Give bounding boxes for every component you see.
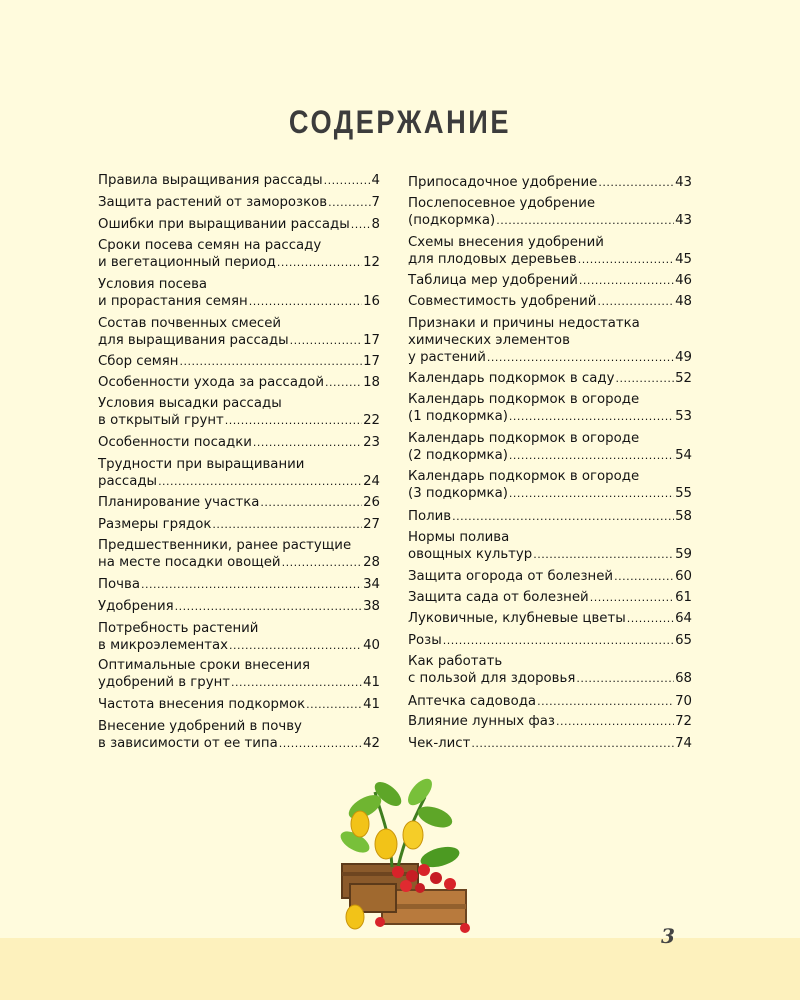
dot-leader — [452, 508, 674, 525]
toc-entry-title-line: Трудности при выращивании — [98, 457, 305, 472]
toc-entry-page: 55 — [675, 486, 692, 501]
dot-leader — [590, 589, 674, 606]
toc-entry-title: Частота внесения подкормок — [98, 697, 306, 712]
toc-entry-title: Сбор семян — [98, 354, 179, 369]
toc-entry-title-line: Внесение удобрений в почву — [98, 719, 302, 734]
toc-entry-line — [408, 713, 692, 730]
toc-entry[interactable] — [408, 713, 692, 730]
toc-entry-line — [408, 546, 692, 563]
toc-entry-line — [98, 637, 380, 654]
toc-entry-title: Почва — [98, 577, 140, 592]
toc-entry-line — [98, 374, 380, 391]
toc-entry-title-line: Предшественники, ранее растущие — [98, 538, 352, 553]
toc-entry-line — [98, 194, 380, 211]
dot-leader — [231, 674, 362, 691]
toc-entry-title: Удобрения — [98, 599, 174, 614]
toc-entry-title: Размеры грядок — [98, 517, 212, 532]
toc-entry-line — [98, 516, 380, 533]
toc-entry-page: 46 — [675, 273, 692, 288]
dot-leader — [282, 554, 362, 571]
toc-entry-page: 49 — [675, 350, 692, 365]
dot-leader — [579, 272, 674, 289]
dot-leader — [290, 332, 362, 349]
page-number: 3 — [661, 924, 675, 948]
toc-entry-page: 74 — [675, 736, 692, 751]
toc-entry-line — [98, 674, 380, 691]
toc-entry-title: у растений — [408, 350, 486, 365]
dot-leader — [277, 254, 362, 271]
toc-entry-line — [98, 254, 380, 271]
toc-entry-page: 23 — [363, 435, 380, 450]
dot-leader — [533, 546, 674, 563]
toc-entry-line — [408, 174, 692, 191]
toc-entry-page: 72 — [675, 714, 692, 729]
toc-entry-title-line: Сроки посева семян на рассаду — [98, 238, 322, 253]
toc-entry-title: Защита сада от болезней — [408, 590, 589, 605]
toc-entry[interactable] — [98, 598, 380, 615]
toc-entry[interactable] — [408, 735, 692, 752]
toc-entry-line — [98, 172, 380, 189]
toc-entry-page: 17 — [363, 354, 380, 369]
toc-entry-line — [408, 272, 692, 289]
toc-entry-title-line: Календарь подкормок в огороде — [408, 392, 640, 407]
toc-entry-page: 22 — [363, 413, 380, 428]
toc-entry-page: 41 — [363, 675, 380, 690]
toc-entry-title: Полив — [408, 509, 452, 524]
toc-entry-page: 26 — [363, 495, 380, 510]
toc-entry[interactable] — [98, 696, 380, 713]
toc-entry-page: 41 — [363, 697, 380, 712]
toc-entry-line — [408, 485, 692, 502]
dot-leader — [509, 447, 674, 464]
bottom-band — [0, 938, 800, 1000]
toc-entry-line — [98, 216, 380, 233]
toc-entry-page: 64 — [675, 611, 692, 626]
toc-entry-title: Влияние лунных фаз — [408, 714, 555, 729]
dot-leader — [615, 370, 674, 387]
dot-leader — [471, 735, 674, 752]
toc-entry-page: 7 — [371, 195, 380, 210]
toc-entry-page: 38 — [363, 599, 380, 614]
page-title: СОДЕРЖАНИЕ — [288, 104, 512, 140]
toc-entry-title: (3 подкормка) — [408, 486, 508, 501]
toc-entry-title-line: Условия посева — [98, 277, 208, 292]
dot-leader — [158, 473, 362, 490]
dot-leader — [175, 598, 362, 615]
toc-entry[interactable] — [98, 172, 380, 189]
dot-leader — [180, 353, 363, 370]
toc-entry-page: 17 — [363, 333, 380, 348]
toc-entry-title-line: Календарь подкормок в огороде — [408, 431, 640, 446]
toc-entry-title-line: Календарь подкормок в огороде — [408, 469, 640, 484]
dot-leader — [212, 516, 362, 533]
toc-entry[interactable] — [98, 576, 380, 593]
toc-entry-page: 48 — [675, 294, 692, 309]
toc-entry-page: 40 — [363, 638, 380, 653]
toc-entry[interactable] — [98, 434, 380, 451]
toc-entry-line — [408, 408, 692, 425]
toc-entry-title-line: Условия высадки рассады — [98, 396, 282, 411]
garden-illustration — [320, 772, 480, 937]
toc-entry-title: Особенности посадки — [98, 435, 252, 450]
toc-entry-page: 45 — [675, 252, 692, 267]
toc-entry[interactable] — [98, 276, 380, 310]
toc-entry-title: в микроэлементах — [98, 638, 228, 653]
toc-entry-title-line: Как работать — [408, 654, 503, 669]
toc-entry[interactable] — [98, 620, 380, 654]
toc-entry-line — [98, 735, 380, 752]
dot-leader — [306, 696, 362, 713]
toc-entry-page: 60 — [675, 569, 692, 584]
toc-entry[interactable] — [408, 653, 692, 687]
toc-entry-line — [98, 554, 380, 571]
toc-entry-line — [408, 251, 692, 268]
toc-entry-line — [98, 576, 380, 593]
toc-entry-page: 43 — [675, 213, 692, 228]
dot-leader — [443, 632, 674, 649]
toc-entry-title: Особенности ухода за рассадой — [98, 375, 324, 390]
toc-entry[interactable] — [98, 374, 380, 391]
toc-entry[interactable] — [408, 468, 692, 502]
toc-entry-line — [408, 447, 692, 464]
dot-leader — [279, 735, 362, 752]
toc-entry-line — [408, 693, 692, 710]
toc-entry-title: Планирование участка — [98, 495, 260, 510]
dot-leader — [509, 408, 674, 425]
toc-entry[interactable] — [408, 370, 692, 387]
toc-entry-title-line: Оптимальные сроки внесения — [98, 658, 310, 673]
dot-leader — [141, 576, 362, 593]
dot-leader — [576, 670, 674, 687]
toc-entry-line — [408, 632, 692, 649]
toc-entry-page: 27 — [363, 517, 380, 532]
toc-entry-title: Розы — [408, 633, 442, 648]
toc-entry-line — [98, 494, 380, 511]
dot-leader — [614, 568, 674, 585]
dot-leader — [537, 693, 674, 710]
toc-entry-line — [408, 508, 692, 525]
toc-entry-title: в открытый грунт — [98, 413, 224, 428]
toc-entry-title: Аптечка садовода — [408, 694, 537, 709]
toc-entry[interactable] — [408, 174, 692, 191]
toc-entry-title: Защита растений от заморозков — [98, 195, 328, 210]
toc-entry-title: Припосадочное удобрение — [408, 175, 598, 190]
toc-entry-line — [98, 434, 380, 451]
toc-entry[interactable] — [408, 234, 692, 268]
toc-entry[interactable] — [408, 632, 692, 649]
toc-entry-page: 61 — [675, 590, 692, 605]
dot-leader — [229, 637, 362, 654]
toc-entry-page: 28 — [363, 555, 380, 570]
toc-entry-line — [408, 370, 692, 387]
toc-entry[interactable] — [408, 508, 692, 525]
dot-leader — [351, 216, 371, 233]
toc-entry-title: Правила выращивания рассады — [98, 173, 323, 188]
toc-entry-line — [408, 293, 692, 310]
toc-entry-page: 16 — [363, 294, 380, 309]
toc-entry[interactable] — [98, 395, 380, 429]
toc-entry[interactable] — [408, 315, 692, 366]
toc-entry-title: (подкормка) — [408, 213, 496, 228]
toc-entry[interactable] — [408, 610, 692, 627]
dot-leader — [253, 434, 362, 451]
toc-entry-title: с пользой для здоровья — [408, 671, 576, 686]
toc-entry[interactable] — [98, 494, 380, 511]
dot-leader — [249, 293, 362, 310]
dot-leader — [598, 174, 674, 191]
toc-entry-line — [408, 670, 692, 687]
toc-entry-line — [98, 353, 380, 370]
dot-leader — [487, 349, 674, 366]
toc-entry[interactable] — [98, 537, 380, 571]
toc-entry-line — [98, 332, 380, 349]
toc-entry-title: для выращивания рассады — [98, 333, 289, 348]
toc-entry-line — [408, 212, 692, 229]
toc-entry[interactable] — [408, 272, 692, 289]
toc-entry-page: 58 — [675, 509, 692, 524]
dot-leader — [260, 494, 362, 511]
toc-entry-line — [408, 610, 692, 627]
toc-entry-page: 70 — [675, 694, 692, 709]
toc-entry-title-line: Состав почвенных смесей — [98, 316, 282, 331]
dot-leader — [325, 374, 362, 391]
dot-leader — [597, 293, 674, 310]
toc-entry-title-line: Послепосевное удобрение — [408, 196, 596, 211]
dot-leader — [324, 172, 371, 189]
dot-leader — [225, 412, 362, 429]
toc-entry[interactable] — [408, 693, 692, 710]
toc-entry[interactable] — [98, 315, 380, 349]
toc-entry-title: Календарь подкормок в саду — [408, 371, 615, 386]
toc-entry-title-line: Признаки и причины недостатка — [408, 316, 640, 331]
toc-entry[interactable] — [408, 589, 692, 606]
toc-entry-line — [98, 598, 380, 615]
toc-entry-title: в зависимости от ее типа — [98, 736, 278, 751]
toc-entry-page: 68 — [675, 671, 692, 686]
toc-entry-page: 18 — [363, 375, 380, 390]
toc-entry[interactable] — [408, 529, 692, 563]
toc-entry-page: 54 — [675, 448, 692, 463]
toc-entry-page: 65 — [675, 633, 692, 648]
toc-entry-title-line: Схемы внесения удобрений — [408, 235, 604, 250]
toc-entry-page: 34 — [363, 577, 380, 592]
toc-entry-page: 43 — [675, 175, 692, 190]
toc-entry-page: 24 — [363, 474, 380, 489]
toc-entry[interactable] — [98, 657, 380, 691]
toc-entry[interactable] — [408, 430, 692, 464]
toc-entry-line — [408, 568, 692, 585]
toc-entry[interactable] — [408, 391, 692, 425]
toc-entry[interactable] — [408, 293, 692, 310]
toc-entry-title-line: химических элементов — [408, 333, 570, 348]
toc-entry[interactable] — [98, 718, 380, 752]
toc-entry-title: Совместимость удобрений — [408, 294, 597, 309]
toc-entry[interactable] — [98, 516, 380, 533]
toc-entry-title: Чек-лист — [408, 736, 471, 751]
toc-entry[interactable] — [408, 195, 692, 229]
toc-entry-page: 4 — [371, 173, 380, 188]
toc-entry[interactable] — [98, 456, 380, 490]
toc-entry-line — [98, 473, 380, 490]
toc-entry-title: (1 подкормка) — [408, 409, 508, 424]
toc-entry-page: 52 — [675, 371, 692, 386]
toc-entry[interactable] — [98, 194, 380, 211]
toc-entry[interactable] — [98, 353, 380, 370]
toc-entry-title: овощных культур — [408, 547, 533, 562]
toc-entry-line — [98, 412, 380, 429]
toc-entry-page: 53 — [675, 409, 692, 424]
toc-entry-title-line: Потребность растений — [98, 621, 259, 636]
toc-entry-title: Защита огорода от болезней — [408, 569, 614, 584]
dot-leader — [328, 194, 370, 211]
toc-entry-title: для плодовых деревьев — [408, 252, 577, 267]
toc-entry-page: 8 — [371, 217, 380, 232]
toc-entry-title: на месте посадки овощей — [98, 555, 281, 570]
toc-entry[interactable] — [98, 216, 380, 233]
toc-entry-title: удобрений в грунт — [98, 675, 231, 690]
toc-entry[interactable] — [98, 237, 380, 271]
dot-leader — [578, 251, 674, 268]
toc-entry-title: (2 подкормка) — [408, 448, 508, 463]
toc-entry-title: Ошибки при выращивании рассады — [98, 217, 350, 232]
toc-entry-title: и прорастания семян — [98, 294, 248, 309]
toc-entry-line — [98, 696, 380, 713]
toc-entry-page: 59 — [675, 547, 692, 562]
toc-entry-title: и вегетационный период — [98, 255, 276, 270]
dot-leader — [496, 212, 674, 229]
toc-entry-line — [98, 293, 380, 310]
toc-entry[interactable] — [408, 568, 692, 585]
toc-entry-title: Луковичные, клубневые цветы — [408, 611, 626, 626]
toc-entry-line — [408, 589, 692, 606]
toc-entry-title: рассады — [98, 474, 158, 489]
dot-leader — [509, 485, 674, 502]
dot-leader — [627, 610, 674, 627]
toc-entry-line — [408, 735, 692, 752]
toc-entry-title-line: Нормы полива — [408, 530, 510, 545]
dot-leader — [556, 713, 674, 730]
toc-entry-page: 12 — [363, 255, 380, 270]
toc-entry-title: Таблица мер удобрений — [408, 273, 578, 288]
toc-entry-page: 42 — [363, 736, 380, 751]
toc-entry-line — [408, 349, 692, 366]
